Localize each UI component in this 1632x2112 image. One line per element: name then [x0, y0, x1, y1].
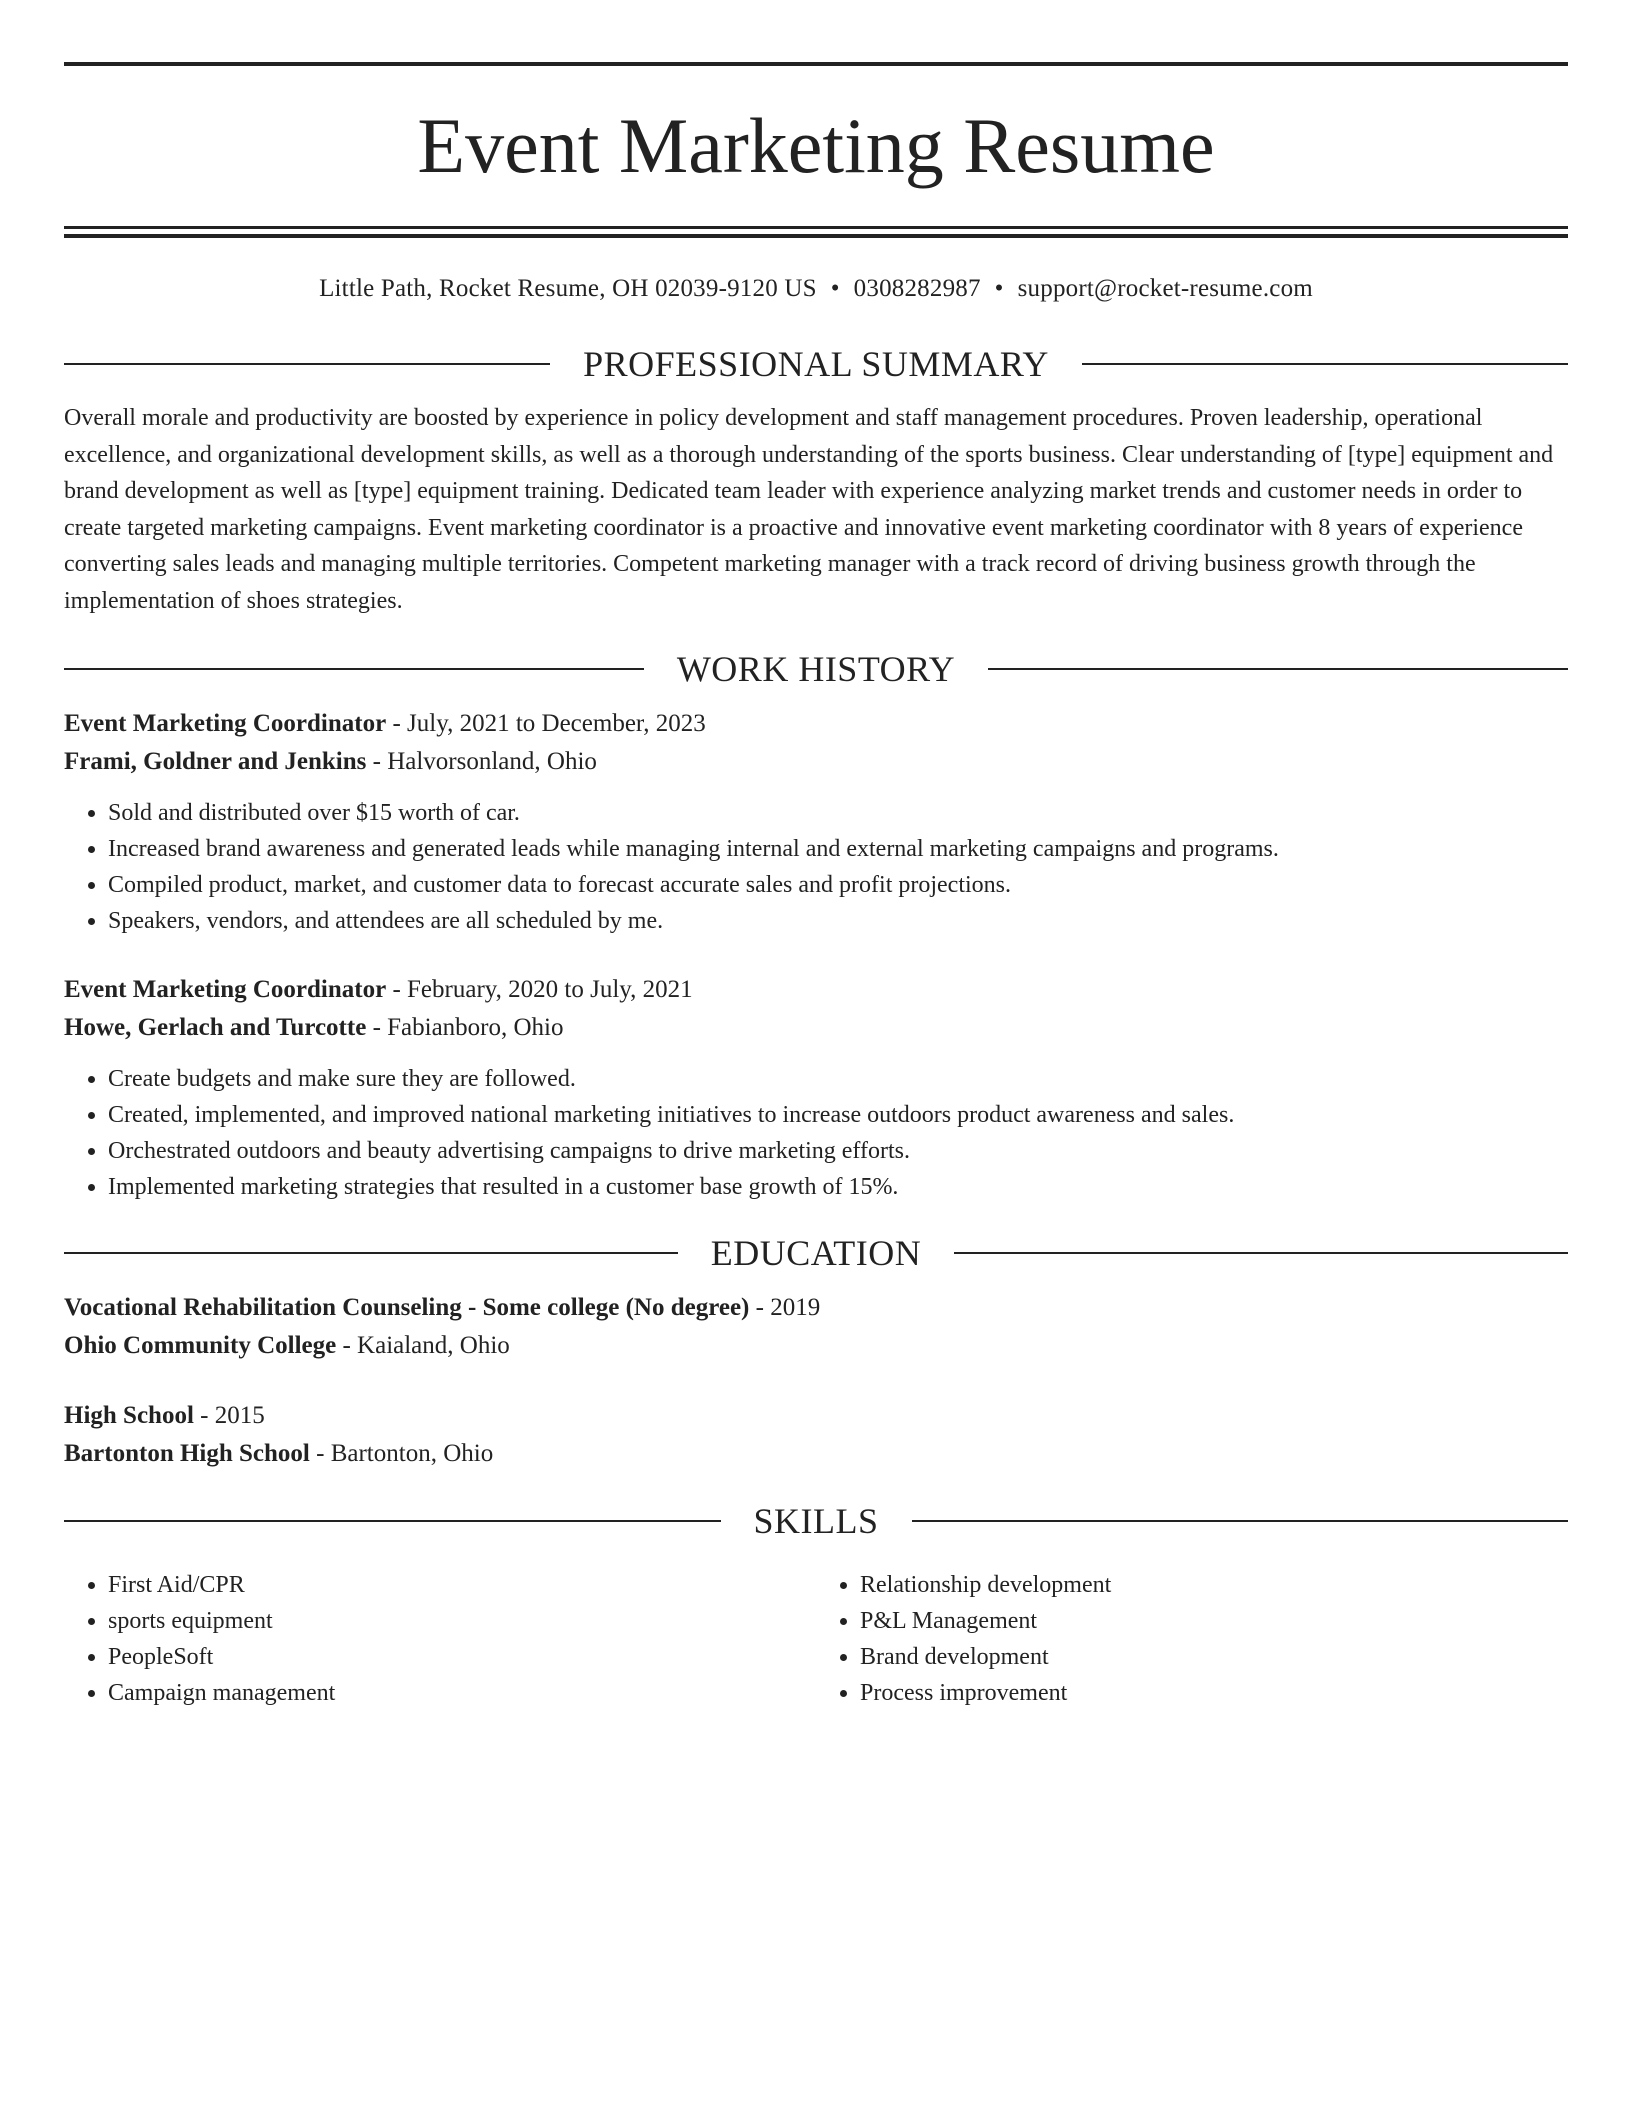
job-title-line — [64, 705, 1568, 743]
education-school: Ohio Community College — [64, 1332, 337, 1359]
section-rule-left — [64, 1520, 721, 1522]
job-title: Event Marketing Coordinator — [64, 976, 387, 1003]
section-rule-right — [1082, 363, 1568, 365]
skill-item: • Process improvement — [860, 1675, 1568, 1711]
section-rule-left — [64, 668, 644, 670]
skill-item: • PeopleSoft — [108, 1639, 816, 1675]
education-school-line — [64, 1435, 1568, 1473]
skill-item: • sports equipment — [108, 1603, 816, 1639]
section-rule-left — [64, 363, 550, 365]
job-employer-line — [64, 1009, 1568, 1047]
contact-separator: • — [830, 275, 840, 302]
skill-item: • Campaign management — [108, 1675, 816, 1711]
job-bullet: • Increased brand awareness and generated leads while managing internal and external marketing campaigns and programs. — [108, 831, 1568, 867]
skills-column-right — [816, 1567, 1568, 1711]
skill-item: • P&L Management — [860, 1603, 1568, 1639]
job-bullet: • Sold and distributed over $15 worth of car. — [108, 795, 1568, 831]
job-employer: Frami, Goldner and Jenkins — [64, 748, 367, 775]
job-dates: - July, 2021 to December, 2023 — [386, 710, 706, 737]
skill-item: • First Aid/CPR — [108, 1567, 816, 1603]
contact-email: support@rocket-resume.com — [1017, 275, 1313, 302]
job-bullet: • Orchestrated outdoors and beauty advertising campaigns to drive marketing efforts. — [108, 1133, 1568, 1169]
education-year: - 2019 — [749, 1294, 821, 1321]
section-rule-right — [988, 668, 1568, 670]
job-location: - Halvorsonland, Ohio — [366, 748, 597, 775]
contact-line — [64, 272, 1568, 306]
skills-grid — [64, 1557, 1568, 1711]
section-header-work — [64, 647, 1568, 691]
job-employer-line — [64, 743, 1568, 781]
job-bullets — [64, 1061, 1568, 1205]
section-title-work: WORK HISTORY — [676, 649, 956, 689]
education-school: Bartonton High School — [64, 1440, 310, 1467]
section-rule-right — [954, 1252, 1568, 1254]
job-dates: - February, 2020 to July, 2021 — [386, 976, 693, 1003]
skill-item: • Brand development — [860, 1639, 1568, 1675]
skills-column-left — [64, 1567, 816, 1711]
section-title-skills: SKILLS — [753, 1501, 879, 1541]
summary-paragraph: Overall morale and productivity are boosted by experience in policy development and staff management procedures. Proven leadership, operational excellence, and organizational development skills, as well as a thorough understanding of the sports business. Clear understanding of [type] equipment and brand development as well as [type] equipment training. Dedicated team leader with experience analyzing market trends and customer needs in order to create targeted marketing campaigns. Event marketing coordinator is a proactive and innovative event marketing coordinator with 8 years of experience converting sales leads and managing multiple territories. Competent marketing manager with a track record of driving business growth through the implementation of shoes strategies. — [64, 405, 1554, 614]
section-rule-right — [912, 1520, 1569, 1522]
job-employer: Howe, Gerlach and Turcotte — [64, 1014, 367, 1041]
job-bullet: • Created, implemented, and improved national marketing initiatives to increase outdoors product awareness and sales. — [108, 1097, 1568, 1133]
job-bullet: • Speakers, vendors, and attendees are all scheduled by me. — [108, 903, 1568, 939]
job-title: Event Marketing Coordinator — [64, 710, 387, 737]
education-year: - 2015 — [193, 1402, 265, 1429]
section-title-summary: PROFESSIONAL SUMMARY — [583, 344, 1049, 384]
education-location: - Bartonton, Ohio — [309, 1440, 494, 1467]
education-degree-line — [64, 1397, 1568, 1435]
education-school-line — [64, 1327, 1568, 1365]
top-rule — [64, 62, 1568, 66]
job-bullet: • Implemented marketing strategies that resulted in a customer base growth of 15%. — [108, 1169, 1568, 1205]
contact-separator: • — [994, 275, 1004, 302]
education-entry — [64, 1289, 1568, 1365]
education-degree: Vocational Rehabilitation Counseling - Some college (No degree) — [64, 1294, 750, 1321]
job-title-line — [64, 971, 1568, 1009]
resume-title: Event Marketing Resume — [417, 102, 1215, 189]
title-double-rule — [64, 226, 1568, 238]
education-degree-line — [64, 1289, 1568, 1327]
job-bullet: • Create budgets and make sure they are followed. — [108, 1061, 1568, 1097]
section-title-education: EDUCATION — [710, 1233, 922, 1273]
section-header-summary — [64, 342, 1568, 386]
education-entry — [64, 1397, 1568, 1473]
job-entry — [64, 705, 1568, 939]
job-bullet: • Compiled product, market, and customer data to forecast accurate sales and profit projections. — [108, 867, 1568, 903]
job-location: - Fabianboro, Ohio — [366, 1014, 564, 1041]
section-header-skills — [64, 1499, 1568, 1543]
education-location: - Kaialand, Ohio — [336, 1332, 510, 1359]
section-header-education — [64, 1231, 1568, 1275]
contact-phone: 0308282987 — [853, 275, 981, 302]
job-entry — [64, 971, 1568, 1205]
job-bullets — [64, 795, 1568, 939]
contact-address: Little Path, Rocket Resume, OH 02039-9120 US — [319, 275, 817, 302]
section-rule-left — [64, 1252, 678, 1254]
education-degree: High School — [64, 1402, 194, 1429]
skill-item: • Relationship development — [860, 1567, 1568, 1603]
